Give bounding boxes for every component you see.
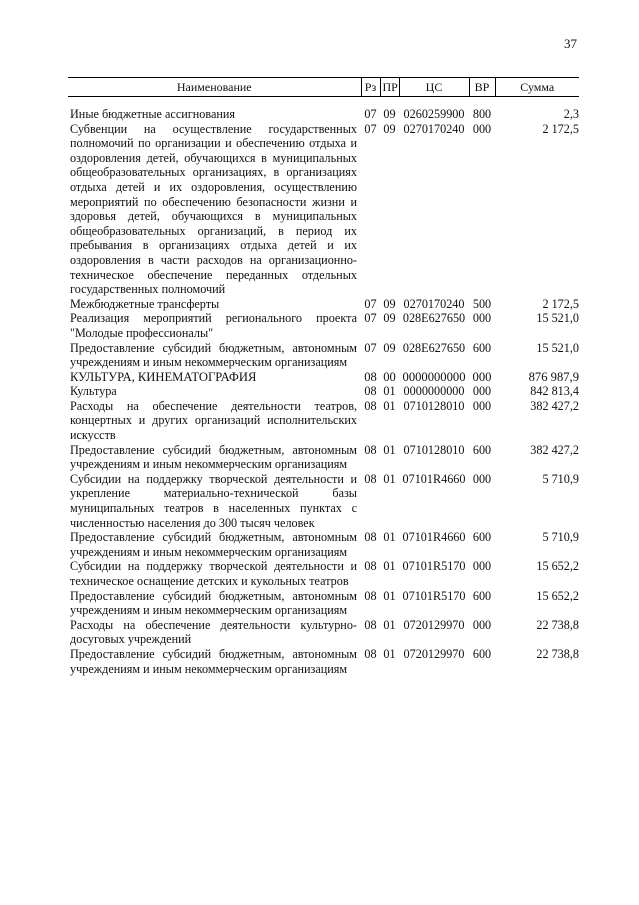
cell-cs: 07101R4660 [402,530,466,545]
table-row [68,341,579,370]
cell-cs: 0270170240 [403,121,465,136]
cell-rz: 08 [364,369,377,384]
table-header-row [68,78,579,97]
cell-sum: 5 710,9 [542,530,579,545]
cell-name: Субсидии на поддержку творческой деятельности и укрепление материально-технической базы муниципальных театров в населенных пунктах с численностью населения до 300 тысяч человек [70,471,357,530]
cell-vr: 500 [472,296,492,311]
cell-name: Субвенции на осуществление государственных полномочий по организации и обеспечению отдыха и оздоровления детей, обучающихся в муниципальных общеобразовательных организациях, в организациях отдыха детей и их оздоровления, осуществлению мероприятий по обеспечению безопасности жизни и здоровья детей, обучающихся в муниципальных общеобразовательных организаций, в период их пребывания в организациях отдыха детей и их оздоровления в части расходов на организационно-техническое обеспечение переданных отдельных государственных полномочий [70,121,357,297]
cell-vr: 600 [472,340,492,355]
cell-name: Предоставление субсидий бюджетным, автономным учреждениям и иным некоммерческим организациям [70,646,357,676]
cell-sum: 22 738,8 [536,646,579,661]
cell-vr: 600 [472,530,492,545]
cell-pr: 01 [383,471,396,486]
cell-rz: 08 [364,442,377,457]
cell-pr: 01 [383,588,396,603]
cell-name: Расходы на обеспечение деятельности культурно-досуговых учреждений [70,617,357,647]
cell-sum: 15 521,0 [536,311,579,326]
cell-cs: 07101R5170 [402,588,466,603]
cell-vr: 000 [472,384,492,399]
cell-vr: 600 [472,646,492,661]
cell-vr: 000 [472,369,492,384]
page-number: 37 [564,36,577,51]
cell-name: Расходы на обеспечение деятельности театров, концертных и других организаций исполнительских искусств [70,398,357,443]
cell-rz: 07 [364,107,377,121]
table-row [68,647,579,676]
cell-cs: 0270170240 [403,296,465,311]
cell-rz: 07 [364,121,377,136]
cell-cs: 0000000000 [403,384,465,399]
cell-cs: 028E627650 [402,311,466,326]
cell-pr: 01 [383,617,396,632]
cell-cs: 028E627650 [402,340,466,355]
table-row [68,122,579,297]
cell-cs: 0000000000 [402,369,466,384]
cell-cs: 0710128010 [403,398,465,413]
header-vr: ВР [469,78,495,97]
cell-cs: 0720129970 [403,617,465,632]
cell-name: Предоставление субсидий бюджетным, автономным учреждениям и иным некоммерческим организациям [70,340,357,370]
cell-sum: 2 172,5 [542,296,579,311]
cell-pr: 09 [383,340,396,355]
cell-rz: 08 [364,617,377,632]
table-row [68,443,579,472]
budget-table [68,77,579,676]
table-row [68,589,579,618]
cell-rz: 08 [364,530,377,545]
cell-sum: 2 172,5 [542,121,579,136]
header-spacer [68,97,579,108]
cell-cs: 0260259900 [403,107,465,121]
cell-name: Субсидии на поддержку творческой деятельности и техническое оснащение детских и кукольных театров [70,559,357,588]
cell-rz: 08 [364,646,377,661]
cell-rz: 08 [364,398,377,413]
table-row [68,107,579,122]
cell-vr: 000 [472,398,492,413]
cell-vr: 000 [472,559,492,574]
cell-name: Предоставление субсидий бюджетным, автономным учреждениям и иным некоммерческим организациям [70,588,357,618]
cell-name: Культура [70,384,117,399]
cell-pr: 01 [383,646,396,661]
cell-sum: 22 738,8 [536,617,579,632]
table-row [68,399,579,443]
table-row [68,530,579,559]
cell-vr: 800 [472,107,492,121]
cell-pr: 09 [383,311,396,326]
cell-name: Предоставление субсидий бюджетным, автономным учреждениям и иным некоммерческим организациям [70,442,357,472]
cell-rz: 08 [364,559,377,574]
header-rz: Рз [361,78,380,97]
cell-pr: 09 [383,296,396,311]
cell-cs: 0720129970 [403,646,465,661]
cell-pr: 01 [383,384,396,399]
cell-vr: 000 [472,617,492,632]
cell-sum: 876 987,9 [528,369,579,384]
header-sum: Сумма [495,78,579,97]
cell-vr: 000 [472,471,492,486]
cell-sum: 842 813,4 [530,384,579,399]
cell-sum: 2,3 [563,107,579,121]
cell-sum: 15 652,2 [536,559,579,574]
header-pr: ПР [380,78,399,97]
cell-sum: 382 427,2 [530,398,579,413]
cell-pr: 09 [383,107,396,121]
cell-name: Реализация мероприятий регионального проекта "Молодые профессионалы" [70,311,357,340]
cell-rz: 08 [364,588,377,603]
cell-cs: 07101R4660 [402,471,466,486]
header-cs: ЦС [399,78,469,97]
cell-name: Межбюджетные трансферты [70,296,220,311]
cell-vr: 000 [472,311,492,326]
table-row [68,370,579,385]
table-row [68,472,579,530]
cell-sum: 382 427,2 [530,442,579,457]
cell-rz: 08 [364,384,377,399]
cell-pr: 00 [383,369,396,384]
cell-pr: 01 [383,442,396,457]
cell-pr: 01 [383,398,396,413]
table-row [68,559,579,588]
table-row [68,311,579,340]
cell-cs: 07101R5170 [402,559,466,574]
cell-name: Предоставление субсидий бюджетным, автономным учреждениям и иным некоммерческим организациям [70,530,357,559]
cell-pr: 01 [383,559,396,574]
cell-cs: 0710128010 [403,442,465,457]
cell-rz: 07 [364,340,377,355]
cell-pr: 01 [383,530,396,545]
cell-vr: 600 [472,588,492,603]
cell-pr: 09 [383,121,396,136]
cell-rz: 07 [364,296,377,311]
table-body [68,97,579,677]
cell-name: КУЛЬТУРА, КИНЕМАТОГРАФИЯ [70,369,257,384]
header-name: Наименование [68,78,361,97]
cell-sum: 15 652,2 [536,588,579,603]
cell-name: Иные бюджетные ассигнования [70,107,236,121]
cell-vr: 600 [472,442,492,457]
cell-rz: 07 [364,311,377,326]
cell-sum: 15 521,0 [536,340,579,355]
cell-rz: 08 [364,471,377,486]
table-row [68,297,579,312]
cell-vr: 000 [472,121,492,136]
cell-sum: 5 710,9 [542,471,579,486]
table-row [68,618,579,647]
table-row [68,384,579,399]
